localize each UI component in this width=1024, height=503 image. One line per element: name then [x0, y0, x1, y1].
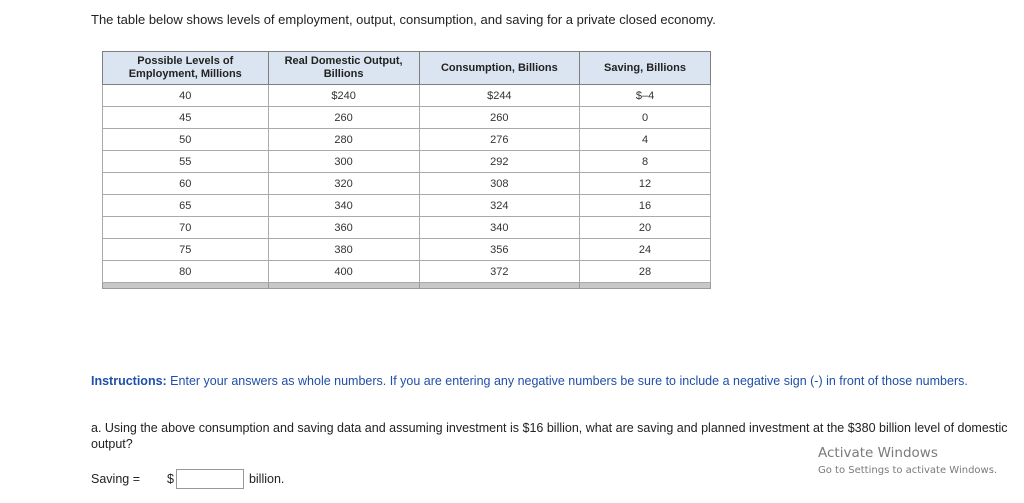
table-row	[103, 129, 711, 151]
table-footer-cell	[268, 283, 419, 289]
employment-cell: 60	[103, 173, 269, 195]
header-employment: Possible Levels of Employment, Millions	[103, 52, 269, 85]
saving-cell: 8	[580, 151, 711, 173]
consumption-cell: 372	[419, 261, 579, 283]
consumption-cell: 276	[419, 129, 579, 151]
intro-text: The table below shows levels of employment, output, consumption, and saving for a private closed economy.	[91, 12, 716, 27]
consumption-cell: 308	[419, 173, 579, 195]
saving-cell: 16	[580, 195, 711, 217]
consumption-cell: 324	[419, 195, 579, 217]
employment-cell: 75	[103, 239, 269, 261]
consumption-cell: 260	[419, 107, 579, 129]
table-row	[103, 151, 711, 173]
watermark-subtitle: Go to Settings to activate Windows.	[818, 465, 998, 476]
instructions-label: Instructions:	[91, 374, 167, 388]
saving-cell: $–4	[580, 85, 711, 107]
employment-cell: 50	[103, 129, 269, 151]
saving-cell: 20	[580, 217, 711, 239]
header-saving: Saving, Billions	[580, 52, 711, 85]
employment-cell: 80	[103, 261, 269, 283]
saving-unit: billion.	[248, 472, 285, 486]
output-cell: 260	[268, 107, 419, 129]
table-header-row	[103, 52, 711, 85]
output-cell: $240	[268, 85, 419, 107]
output-cell: 300	[268, 151, 419, 173]
header-consumption: Consumption, Billions	[419, 52, 579, 85]
table-row	[103, 239, 711, 261]
table-row	[103, 107, 711, 129]
consumption-cell: $244	[419, 85, 579, 107]
instructions-text: Enter your answers as whole numbers. If you are entering any negative numbers be sure to include a negative sign (-) in front of those numbers.	[166, 374, 968, 388]
table-row	[103, 85, 711, 107]
saving-cell: 4	[580, 129, 711, 151]
saving-cell: 12	[580, 173, 711, 195]
output-cell: 360	[268, 217, 419, 239]
employment-cell: 70	[103, 217, 269, 239]
table-row	[103, 173, 711, 195]
saving-label: Saving =	[91, 472, 140, 486]
activate-windows-watermark	[818, 445, 997, 476]
output-cell: 280	[268, 129, 419, 151]
saving-answer-row	[91, 468, 284, 490]
question-text: a. Using the above consumption and saving data and assuming investment is $16 billion, what are saving and planned investment at the $380 billion level of domestic output?	[91, 421, 1008, 451]
saving-input[interactable]	[176, 469, 244, 489]
currency-symbol: $	[167, 472, 174, 486]
table-footer-cell	[103, 283, 269, 289]
table-footer-cell	[580, 283, 711, 289]
table-footer-cell	[419, 283, 579, 289]
output-cell: 400	[268, 261, 419, 283]
economy-table	[102, 51, 711, 289]
consumption-cell: 292	[419, 151, 579, 173]
saving-cell: 28	[580, 261, 711, 283]
table-row	[103, 195, 711, 217]
instructions	[91, 373, 981, 389]
consumption-cell: 340	[419, 217, 579, 239]
output-cell: 340	[268, 195, 419, 217]
employment-cell: 45	[103, 107, 269, 129]
saving-cell: 0	[580, 107, 711, 129]
consumption-cell: 356	[419, 239, 579, 261]
output-cell: 380	[268, 239, 419, 261]
table-row	[103, 217, 711, 239]
table-row	[103, 261, 711, 283]
watermark-title: Activate Windows	[818, 445, 938, 461]
employment-cell: 55	[103, 151, 269, 173]
output-cell: 320	[268, 173, 419, 195]
employment-cell: 65	[103, 195, 269, 217]
saving-cell: 24	[580, 239, 711, 261]
table-footer-bar	[103, 283, 711, 289]
header-output: Real Domestic Output, Billions	[268, 52, 419, 85]
employment-cell: 40	[103, 85, 269, 107]
